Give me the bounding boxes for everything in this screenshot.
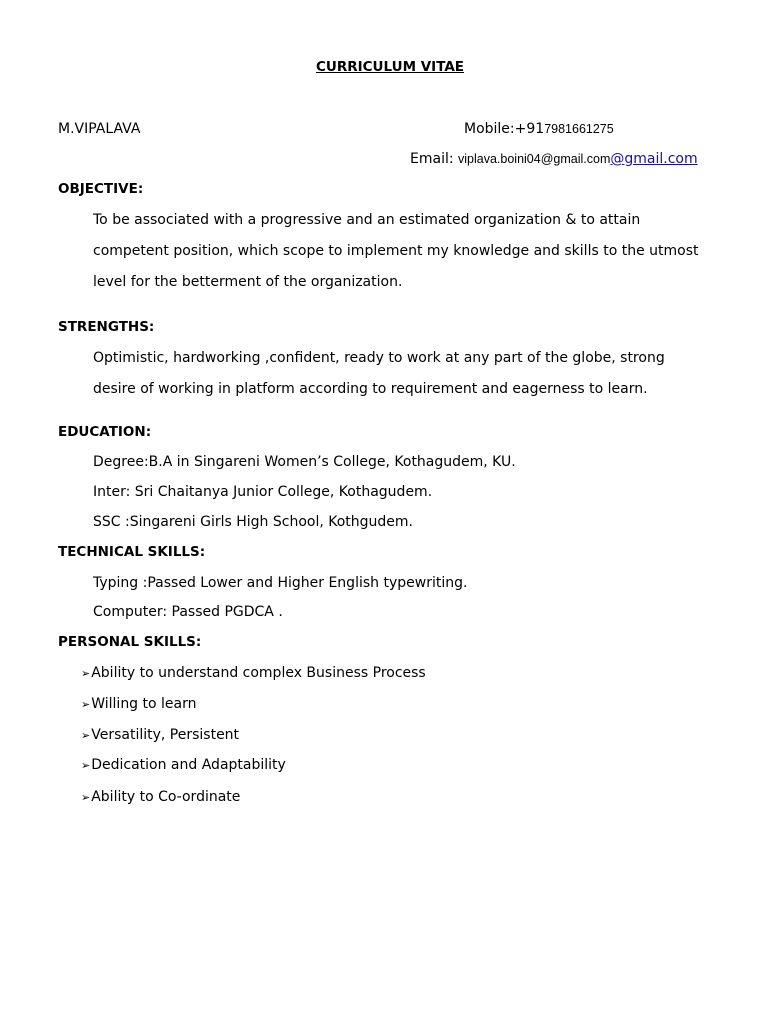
strengths-line: Optimistic, hardworking ,confident, ready to work at any part of the globe, strong	[93, 350, 665, 366]
email-line	[410, 152, 698, 166]
personal-skill-text: Ability to understand complex Business Process	[91, 665, 426, 681]
arrow-bullet-icon: ➢	[81, 698, 91, 711]
mobile-line	[464, 122, 614, 136]
education-item: Inter: Sri Chaitanya Junior College, Kothagudem.	[93, 484, 433, 500]
strengths-line: desire of working in platform according to requirement and eagerness to learn.	[93, 381, 648, 397]
email-address: viplava.boini04@gmail.com	[458, 152, 611, 166]
personal-skill-item	[81, 790, 240, 804]
candidate-name: M.VIPALAVA	[58, 121, 141, 137]
objective-line: To be associated with a progressive and an estimated organization & to attain	[93, 212, 641, 228]
personal-skill-text: Dedication and Adaptability	[91, 757, 286, 773]
arrow-bullet-icon: ➢	[81, 791, 91, 804]
personal-skill-item	[81, 666, 426, 680]
technical-skill-item: Computer: Passed PGDCA .	[93, 604, 283, 620]
education-item: SSC :Singareni Girls High School, Kothgudem.	[93, 514, 413, 530]
education-heading: EDUCATION:	[58, 424, 152, 440]
arrow-bullet-icon: ➢	[81, 667, 91, 680]
objective-line: level for the betterment of the organization.	[93, 274, 403, 290]
personal-skills-heading: PERSONAL SKILLS:	[58, 634, 202, 650]
personal-skill-text: Ability to Co-ordinate	[91, 789, 241, 805]
arrow-bullet-icon: ➢	[81, 759, 91, 772]
education-item: Degree:B.A in Singareni Women’s College, Kothagudem, KU.	[93, 454, 516, 470]
objective-heading: OBJECTIVE:	[58, 181, 144, 197]
mobile-label: Mobile:+91	[464, 121, 545, 137]
email-link[interactable]: @gmail.com	[610, 151, 698, 167]
strengths-heading: STRENGTHS:	[58, 319, 155, 335]
personal-skill-text: Versatility, Persistent	[91, 727, 240, 743]
technical-skill-item: Typing :Passed Lower and Higher English typewriting.	[93, 575, 468, 591]
personal-skill-text: Willing to learn	[91, 696, 197, 712]
objective-line: competent position, which scope to implement my knowledge and skills to the utmost	[93, 243, 699, 259]
page-title: CURRICULUM VITAE	[315, 59, 465, 75]
personal-skill-item	[81, 758, 286, 772]
mobile-number: 7981661275	[544, 122, 614, 136]
personal-skill-item	[81, 728, 239, 742]
personal-skill-item	[81, 697, 197, 711]
technical-skills-heading: TECHNICAL SKILLS:	[58, 544, 206, 560]
email-label: Email:	[410, 151, 459, 167]
arrow-bullet-icon: ➢	[81, 729, 91, 742]
